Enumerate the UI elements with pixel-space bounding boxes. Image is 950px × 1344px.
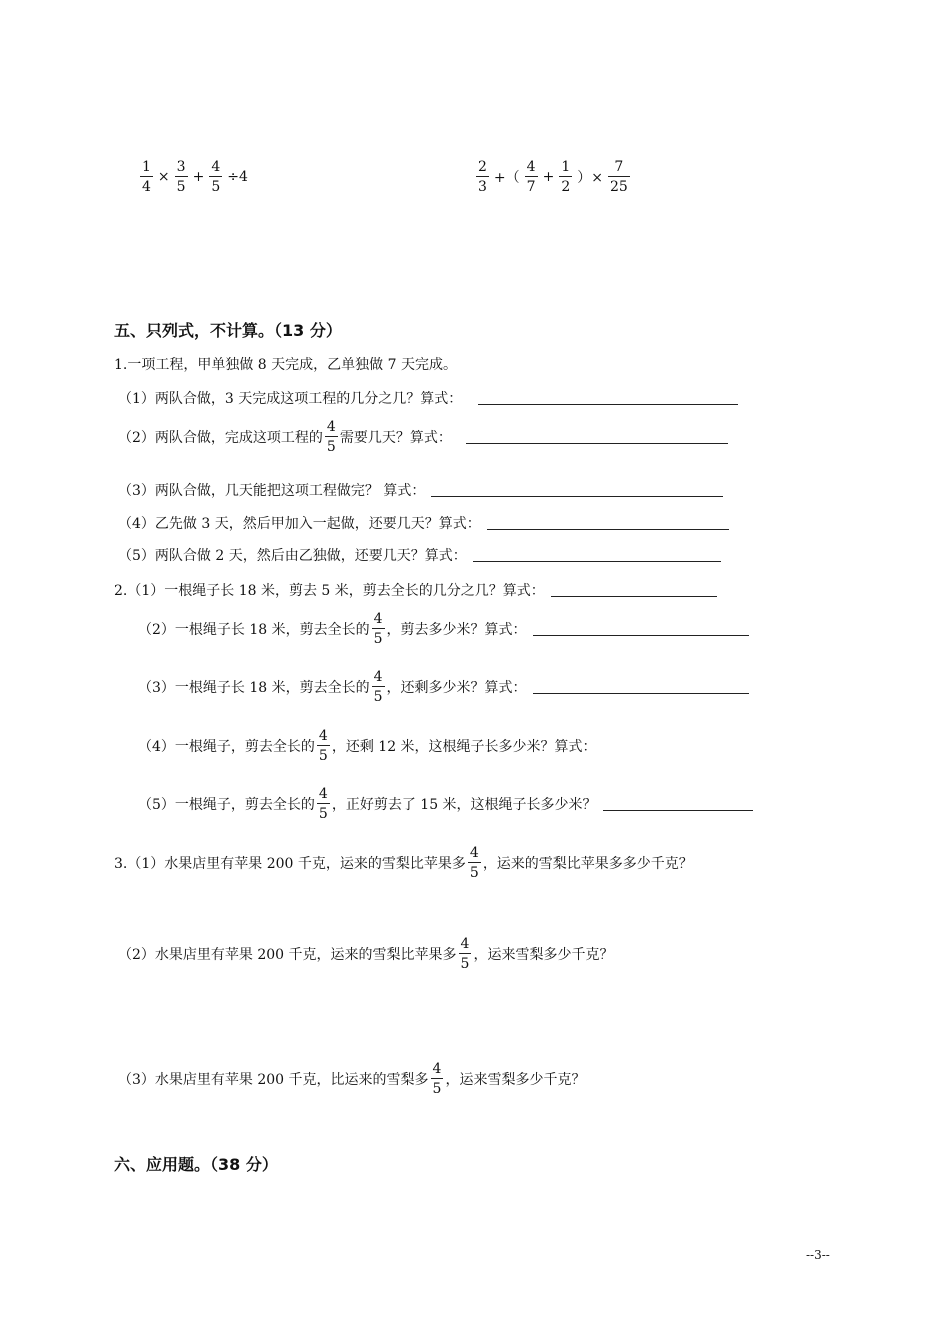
fraction: $\frac{4}{5}$ (432, 1061, 442, 1097)
section-heading-6: 六、应用题。（38 分） (114, 1155, 278, 1174)
question-3-part-3: （3）水果店里有苹果 200 千克，比运来的雪梨多 $\frac{4}{5}$ ，运来雪梨多少千克？ (118, 1061, 586, 1097)
question-1-part-2: （2）两队合做，完成这项工程的 $\frac{4}{5}$ 需要几天？算式： (118, 420, 728, 454)
fraction: $\frac{1}{2}$ (561, 159, 571, 195)
expression-1: $\frac{1}{4}$ × $\frac{3}{5}$ + $\frac{4}{5}$ ÷4 (142, 159, 248, 195)
fraction: $\frac{4}{5}$ (373, 669, 383, 705)
question-3-part-2: （2）水果店里有苹果 200 千克，运来的雪梨比苹果多 $\frac{4}{5}$ ，运来雪梨多少千克？ (118, 936, 614, 972)
answer-blank[interactable] (487, 517, 729, 530)
answer-blank[interactable] (466, 431, 728, 444)
fraction: $\frac{3}{5}$ (176, 159, 186, 195)
fraction: $\frac{4}{5}$ (211, 159, 221, 195)
question-2-part-1: 2.（1）一根绳子长 18 米，剪去 5 米，剪去全长的几分之几？算式： (114, 580, 717, 600)
answer-blank[interactable] (478, 392, 738, 405)
answer-blank[interactable] (473, 549, 721, 562)
question-2-part-4: （4）一根绳子，剪去全长的 $\frac{4}{5}$ ，还剩 12 米，这根绳子长多少米？算式： (138, 728, 597, 764)
fraction: $\frac{2}{3}$ (478, 159, 487, 195)
question-1-part-5: （5）两队合做 2 天，然后由乙独做，还要几天？算式： (118, 545, 721, 565)
question-3-part-1: 3.（1）水果店里有苹果 200 千克，运来的雪梨比苹果多 $\frac{4}{5}$ ，运来的雪梨比苹果多多少千克？ (114, 845, 693, 881)
fraction: $\frac{4}{5}$ (469, 845, 479, 881)
fraction: $\frac{4}{7}$ (526, 159, 536, 195)
section-heading-5: 五、只列式，不计算。（13 分） (114, 321, 342, 340)
fraction: $\frac{4}{5}$ (318, 786, 328, 822)
page-number: --3-- (806, 1248, 830, 1262)
answer-blank[interactable] (603, 798, 753, 811)
fraction: $\frac{4}{5}$ (326, 419, 336, 455)
answer-blank[interactable] (533, 623, 749, 636)
question-1-part-3: （3）两队合做，几天能把这项工程做完？ 算式： (118, 480, 723, 500)
question-1-part-4: （4）乙先做 3 天，然后甲加入一起做，还要几天？算式： (118, 513, 729, 533)
fraction: $\frac{4}{5}$ (318, 728, 328, 764)
fraction: $\frac{4}{5}$ (460, 936, 470, 972)
answer-blank[interactable] (533, 681, 749, 694)
fraction: $\frac{7}{25}$ (609, 159, 628, 195)
question-2-part-2: （2）一根绳子长 18 米，剪去全长的 $\frac{4}{5}$ ，剪去多少米？算式： (138, 612, 749, 646)
question-2-part-3: （3）一根绳子长 18 米，剪去全长的 $\frac{4}{5}$ ，还剩多少米？算式： (138, 670, 749, 704)
answer-blank[interactable] (431, 484, 723, 497)
question-1-stem: 1.一项工程，甲单独做 8 天完成，乙单独做 7 天完成。 (114, 357, 457, 373)
fraction: $\frac{4}{5}$ (373, 611, 383, 647)
expression-2: $\frac{2}{3}$ +（ $\frac{4}{7}$ + $\frac{1}{2}$ ）× $\frac{7}{25}$ (478, 159, 628, 195)
question-2-part-5: （5）一根绳子，剪去全长的 $\frac{4}{5}$ ，正好剪去了 15 米，这根绳子长多少米？ (138, 787, 753, 821)
question-1-part-1: （1）两队合做，3 天完成这项工程的几分之几？算式： (118, 388, 738, 408)
fraction: $\frac{1}{4}$ (142, 159, 151, 195)
answer-blank[interactable] (551, 584, 717, 597)
